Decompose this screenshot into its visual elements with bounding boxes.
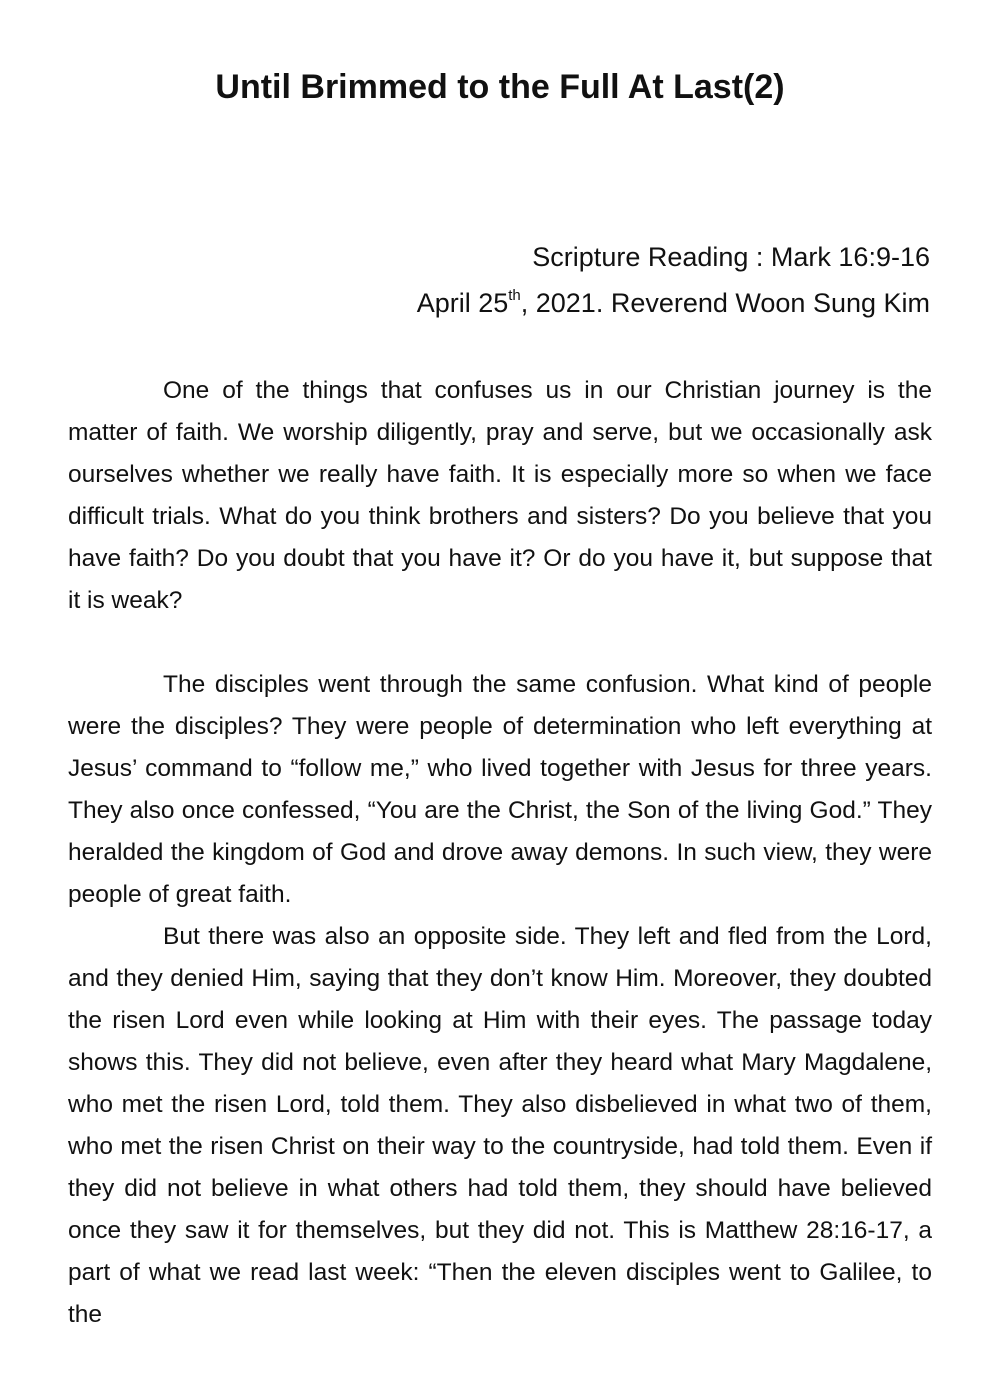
date-superscript: th: [508, 287, 521, 304]
paragraph-2-text: The disciples went through the same confusion. What kind of people were the disciples? They were people of determination who left everything at Jesus’ command to “follow me,” who lived together with Jesus for three years. They also once confessed, “You are the Christ, the Son of the living God.” They heralded the kingdom of God and drove away demons. In such view, they were people of great faith.: [68, 671, 932, 908]
paragraph-1-text: One of the things that confuses us in our Christian journey is the matter of faith. We worship diligently, pray and serve, but we occasionally ask ourselves whether we really have faith. It is especially more so when we face difficult trials. What do you think brothers and sisters? Do you believe that you have faith? Do you doubt that you have it? Or do you have it, but suppose that it is weak?: [68, 377, 932, 614]
document-title: Until Brimmed to the Full At Last(2): [215, 68, 785, 106]
scripture-reading: Scripture Reading : Mark 16:9-16: [532, 242, 930, 272]
paragraph-2: [68, 664, 932, 916]
date-and-author: [417, 280, 930, 326]
date-rest: , 2021. Reverend Woon Sung Kim: [520, 288, 930, 318]
paragraph-3: [68, 916, 932, 1336]
date-prefix: April 25: [416, 288, 509, 318]
paragraph-3-text: But there was also an opposite side. They left and fled from the Lord, and they denied Him, saying that they don’t know Him. Moreover, they doubted the risen Lord even while looking at Him with their eyes. The passage today shows this. They did not believe, even after they heard what Mary Magdalene, who met the risen Lord, told them. They also disbelieved in what two of them, who met the risen Christ on their way to the countryside, had told them. Even if they did not believe in what others had told them, they should have believed once they saw it for themselves, but they did not. This is Matthew 28:16-17, a part of what we read last week: “Then the eleven disciples went to Galilee, to the: [68, 923, 932, 1328]
sermon-meta: [417, 234, 930, 326]
paragraph-1: [68, 370, 932, 622]
